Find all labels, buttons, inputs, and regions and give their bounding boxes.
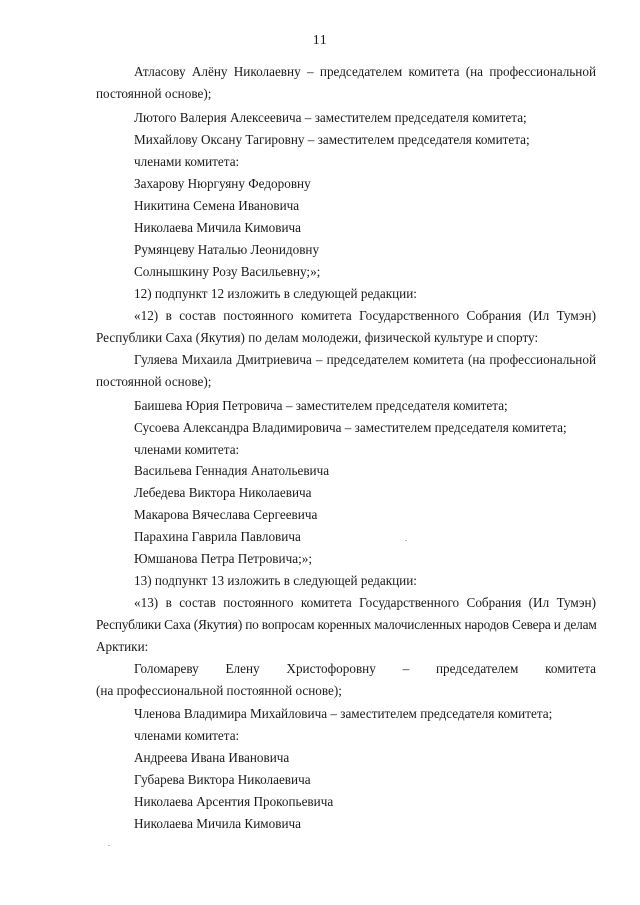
list-item: Андреева Ивана Ивановича [134,750,290,765]
paragraph-line: Членова Владимира Михайловича – заместителем председателя комитета; [134,706,553,721]
paragraph-line: 13) подпункт 13 изложить в следующей редакции: [134,573,417,588]
paragraph-line: Баишева Юрия Петровича – заместителем председателя комитета; [134,398,508,413]
paragraph-line: «12) в состав постоянного комитета Государственного Собрания (Ил Тумэн) [134,308,596,323]
paragraph-line: постоянной основе); [96,86,212,101]
list-item: Юмшанова Петра Петровича;»; [134,551,312,566]
list-item: Губарева Виктора Николаевича [134,772,311,787]
word: Христофоровну [286,661,376,676]
word: – [402,661,410,676]
paragraph-line: членами комитета: [134,154,240,169]
paragraph-line: (на профессиональной постоянной основе); [96,683,342,698]
paragraph-line: Сусоева Александра Владимировича – заместителем председателя комитета; [134,420,567,435]
word: Голомареву [134,661,199,676]
paragraph-line: Арктики: [96,639,149,654]
paragraph-line: членами комитета: [134,442,240,457]
list-item: Никитина Семена Ивановича [134,198,300,213]
scan-speck [108,845,110,846]
list-item: Николаева Арсентия Прокопьевича [134,794,334,809]
page-number: 11 [312,33,328,48]
paragraph-line: Михайлову Оксану Тагировну – заместителем председателя комитета; [134,132,530,147]
list-item: Лебедева Виктора Николаевича [134,485,312,500]
word: председателем [435,661,519,676]
paragraph-line: Республики Саха (Якутия) по делам молодежи, физической культуре и спорту: [96,330,539,345]
list-item: Макарова Вячеслава Сергеевича [134,507,318,522]
list-item: Васильева Геннадия Анатольевича [134,463,330,478]
paragraph-line: Лютого Валерия Алексеевича – заместителем председателя комитета; [134,110,527,125]
word: Елену [225,661,260,676]
list-item: Румянцеву Наталью Леонидовну [134,242,320,257]
list-item: Захарову Нюргуяну Федоровну [134,176,311,191]
scan-speck [405,540,407,541]
list-item: Парахина Гаврила Павловича [134,529,301,544]
paragraph-line: Атласову Алёну Николаевну – председателем комитета (на профессиональной [134,64,596,79]
list-item: Солнышкину Розу Васильевну;»; [134,264,321,279]
paragraph-line: Гуляева Михаила Дмитриевича – председателем комитета (на профессиональной [134,352,596,367]
paragraph-line: Республики Саха (Якутия) по вопросам коренных малочисленных народов Севера и делам [96,617,597,632]
list-item: Николаева Мичила Кимовича [134,816,301,831]
word: комитета [545,661,596,676]
list-item: Николаева Мичила Кимовича [134,220,301,235]
paragraph-line: «13) в состав постоянного комитета Государственного Собрания (Ил Тумэн) [134,595,596,610]
paragraph-line: 12) подпункт 12 изложить в следующей редакции: [134,286,417,301]
paragraph-line: постоянной основе); [96,374,212,389]
paragraph-line: членами комитета: [134,728,240,743]
spread-line [134,661,596,677]
